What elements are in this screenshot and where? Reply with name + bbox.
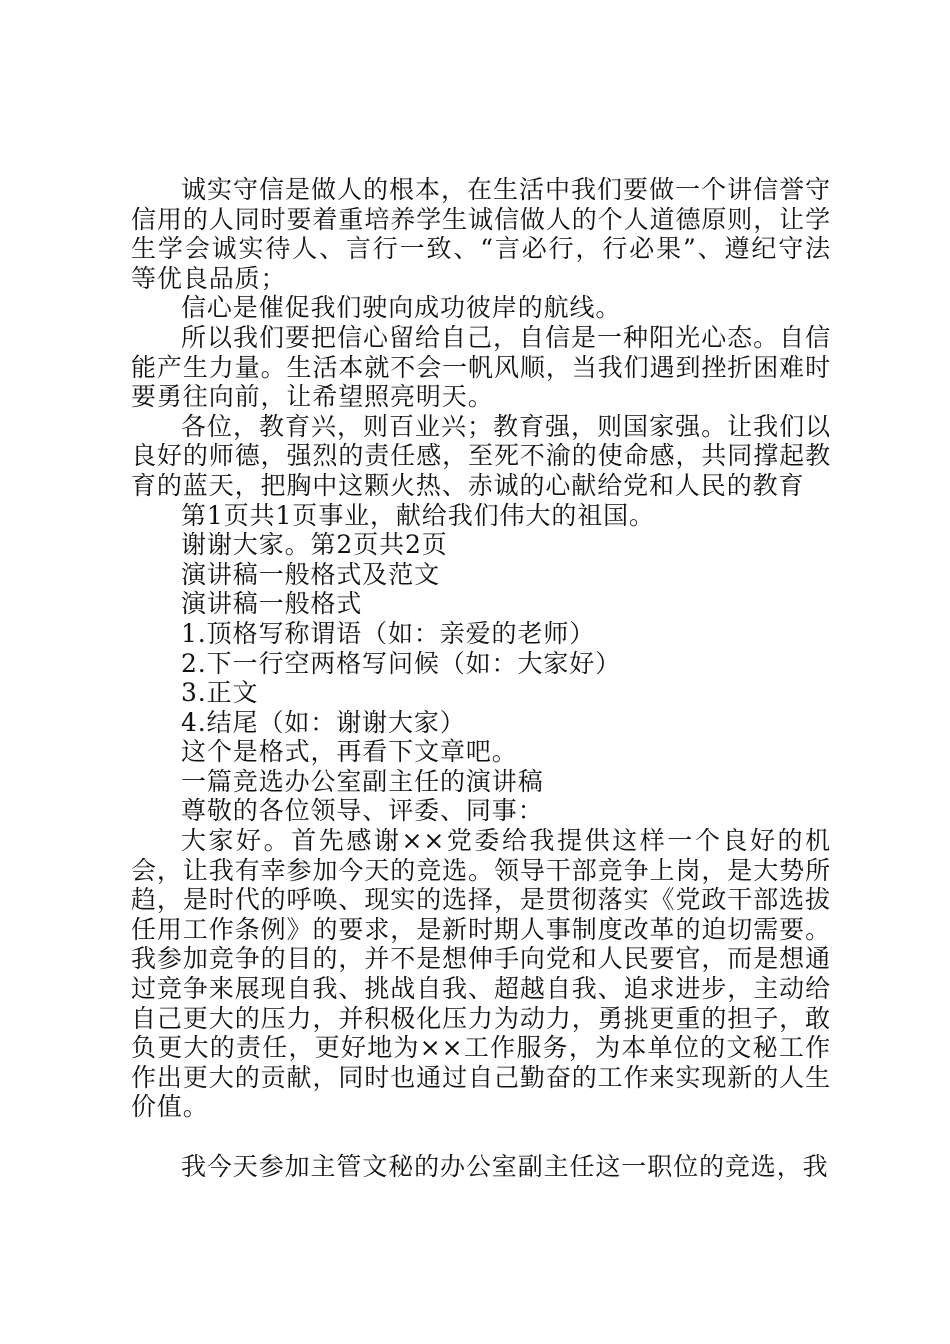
paragraph-page-footer-2: 谢谢大家。第2页共2页	[181, 530, 448, 560]
paragraph-confidence: 信心是催促我们驶向成功彼岸的航线。	[181, 293, 622, 323]
speech-paragraph-position: 我今天参加主管文秘的办公室副主任这一职位的竞选，我	[181, 1152, 829, 1181]
paragraph-self-belief: 所以我们要把信心留给自己，自信是一种阳光心态。自信能产生力量。生活本就不会一帆风顺，当我们遇到挫折困难时要勇往向前，让希望照亮明天。	[131, 322, 831, 412]
speech-salutation: 尊敬的各位领导、评委、同事：	[181, 796, 544, 826]
speech-paragraph-intro: 大家好。首先感谢××党委给我提供这样一个良好的机会，让我有幸参加今天的竞选。领导干部竞争上岗，是大势所趋，是时代的呼唤、现实的选择，是贯彻落实《党政干部选拔任用工作条例》的要求，是新时期人事制度改革的迫切需要。我参加竞争的目的，并不是想伸手向党和人民要官，而是想通过竞争来展现自我、挑战自我、超越自我、追求进步，主动给自己更大的压力，并积极化压力为动力，勇挑更重的担子，敢负更大的责任，更好地为××工作服务，为本单位的文秘工作作出更大的贡献，同时也通过自己勤奋的工作来实现新的人生价值。	[131, 826, 831, 1122]
format-item-1: 1.顶格写称谓语（如：亲爱的老师）	[181, 618, 596, 648]
document-body	[131, 175, 831, 1182]
paragraph-honesty: 诚实守信是做人的根本，在生活中我们要做一个讲信誉守信用的人同时要着重培养学生诚信做人的个人道德原则，让学生学会诚实待人、言行一致、“言必行，行必果”、遵纪守法等优良品质；	[131, 175, 831, 293]
paragraph-transition: 这个是格式，再看下文章吧。	[181, 737, 518, 767]
format-item-2: 2.下一行空两格写问候（如：大家好）	[181, 648, 622, 678]
section-title-format: 演讲稿一般格式	[181, 589, 363, 619]
format-item-3: 3.正文	[181, 678, 259, 708]
section-title-format-and-sample: 演讲稿一般格式及范文	[181, 559, 441, 589]
format-item-4: 4.结尾（如：谢谢大家）	[181, 707, 466, 737]
paragraph-page-footer-1: 第1页共1页事业，献给我们伟大的祖国。	[181, 500, 655, 530]
paragraph-education: 各位，教育兴，则百业兴；教育强，则国家强。让我们以良好的师德，强烈的责任感，至死不渝的使命感，共同撑起教育的蓝天，把胸中这颗火热、赤诚的心献给党和人民的教育	[131, 411, 831, 500]
speech-title: 一篇竞选办公室副主任的演讲稿	[181, 766, 544, 796]
